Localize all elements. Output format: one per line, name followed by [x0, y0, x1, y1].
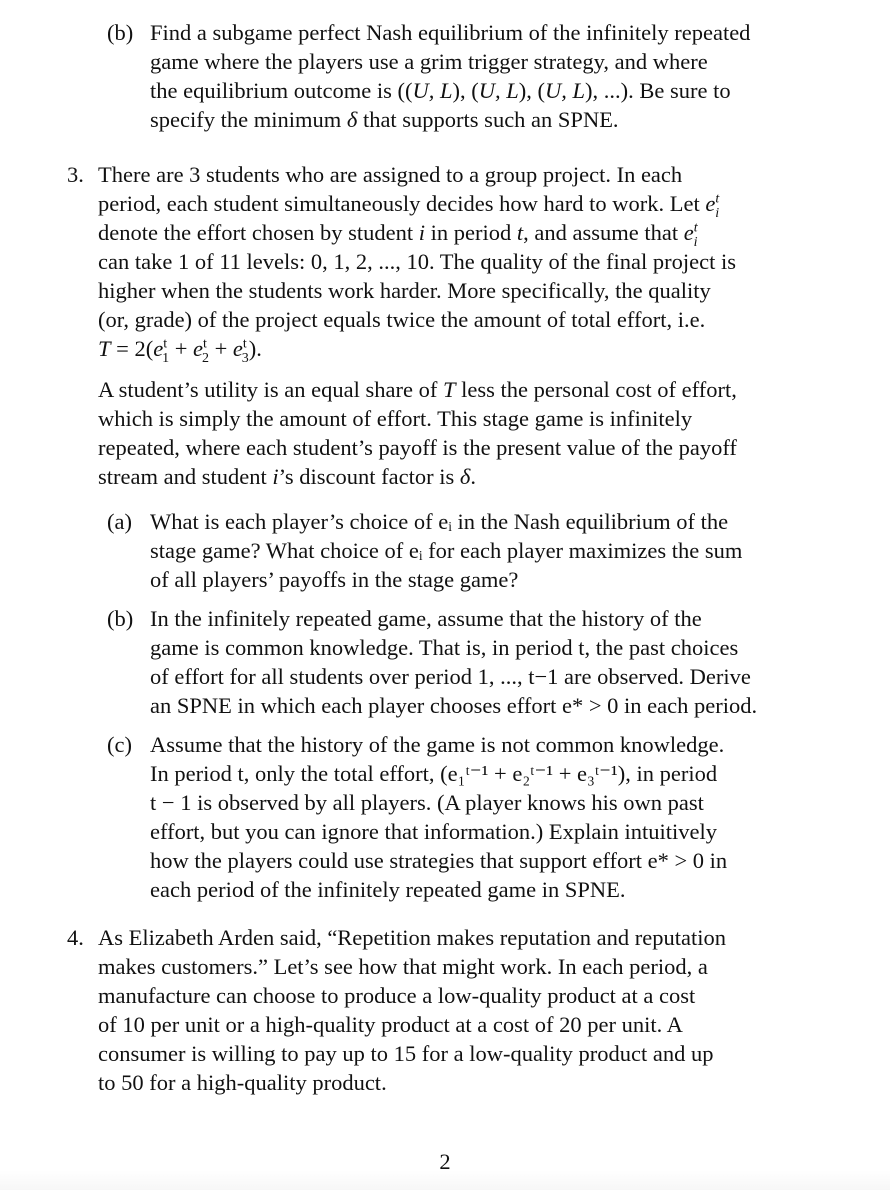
part-label: (b): [107, 606, 134, 631]
question-number: 3.: [67, 162, 84, 187]
question-4: [67, 923, 817, 1097]
text-line: repeated, where each student’s payoff is the present value of the payoff: [98, 435, 737, 460]
text-line: stream and student i’s discount factor is δ.: [98, 464, 476, 489]
text-line: (or, grade) of the project equals twice the amount of total effort, i.e.: [98, 307, 706, 332]
question-3a: [107, 507, 817, 594]
question-2b: [107, 18, 817, 134]
part-label: (a): [107, 509, 132, 534]
text-line: game is common knowledge. That is, in period t, the past choices: [150, 635, 739, 660]
text-line: In the infinitely repeated game, assume that the history of the: [150, 606, 702, 631]
text-line: Assume that the history of the game is not common knowledge.: [150, 732, 725, 757]
text-line: of all players’ payoffs in the stage game?: [150, 567, 519, 592]
text-line: manufacture can choose to produce a low-quality product at a cost: [98, 983, 696, 1008]
formula-T: $T = 2(e^t_1 + e^t_2 + e^t_3)$.: [98, 336, 262, 366]
text-line: how the players could use strategies that support effort e* > 0 in: [150, 848, 728, 873]
text-line: period, each student simultaneously decides how hard to work. Let $e^t_i$: [98, 191, 720, 221]
part-label: (c): [107, 732, 132, 757]
text-line: consumer is willing to pay up to 15 for a low-quality product and up: [98, 1041, 714, 1066]
text-line: stage game? What choice of eᵢ for each player maximizes the sum: [150, 538, 743, 563]
question-3-paragraph-1: [98, 160, 817, 366]
text-line: denote the effort chosen by student i in period t, and assume that $e^t_i$: [98, 220, 698, 250]
text-line: game where the players use a grim trigger strategy, and where: [150, 49, 708, 74]
question-4-text: [98, 923, 817, 1097]
question-3a-text: [150, 507, 817, 594]
text-line: There are 3 students who are assigned to a group project. In each: [98, 162, 683, 187]
text-line: each period of the infinitely repeated game in SPNE.: [150, 877, 626, 902]
text-line: makes customers.” Let’s see how that might work. In each period, a: [98, 954, 708, 979]
text-line: As Elizabeth Arden said, “Repetition makes reputation and reputation: [98, 925, 726, 950]
question-3c: [107, 730, 817, 904]
question-3c-text: [150, 730, 817, 904]
text-line: What is each player’s choice of eᵢ in the Nash equilibrium of the: [150, 509, 729, 534]
page-number: 2: [439, 1149, 451, 1174]
text-line: Find a subgame perfect Nash equilibrium of the infinitely repeated: [150, 20, 751, 45]
question-3b: [107, 604, 817, 720]
question-2b-text: [150, 18, 817, 134]
question-3b-text: [150, 604, 817, 720]
question-3: [67, 160, 817, 491]
text-line: effort, but you can ignore that information.) Explain intuitively: [150, 819, 717, 844]
text-line: In period t, only the total effort, (e₁ᵗ⁻¹ + e₂ᵗ⁻¹ + e₃ᵗ⁻¹), in period: [150, 761, 718, 786]
text-line: the equilibrium outcome is ((U, L), (U, L), (U, L), ...). Be sure to: [150, 78, 731, 103]
text-line: A student’s utility is an equal share of T less the personal cost of effort,: [98, 377, 737, 402]
text-line: to 50 for a high-quality product.: [98, 1070, 387, 1095]
text-line: of effort for all students over period 1, ..., t−1 are observed. Derive: [150, 664, 751, 689]
text-line: which is simply the amount of effort. This stage game is infinitely: [98, 406, 693, 431]
question-number: 4.: [67, 925, 84, 950]
text-line: can take 1 of 11 levels: 0, 1, 2, ..., 10. The quality of the final project is: [98, 249, 736, 274]
text-line: t − 1 is observed by all players. (A player knows his own past: [150, 790, 704, 815]
text-line: an SPNE in which each player chooses effort e* > 0 in each period.: [150, 693, 758, 718]
part-label: (b): [107, 20, 134, 45]
text-line: of 10 per unit or a high-quality product at a cost of 20 per unit. A: [98, 1012, 683, 1037]
text-line: specify the minimum δ that supports such an SPNE.: [150, 107, 619, 132]
text-line: higher when the students work harder. More specifically, the quality: [98, 278, 711, 303]
question-3-paragraph-2: [98, 375, 817, 491]
